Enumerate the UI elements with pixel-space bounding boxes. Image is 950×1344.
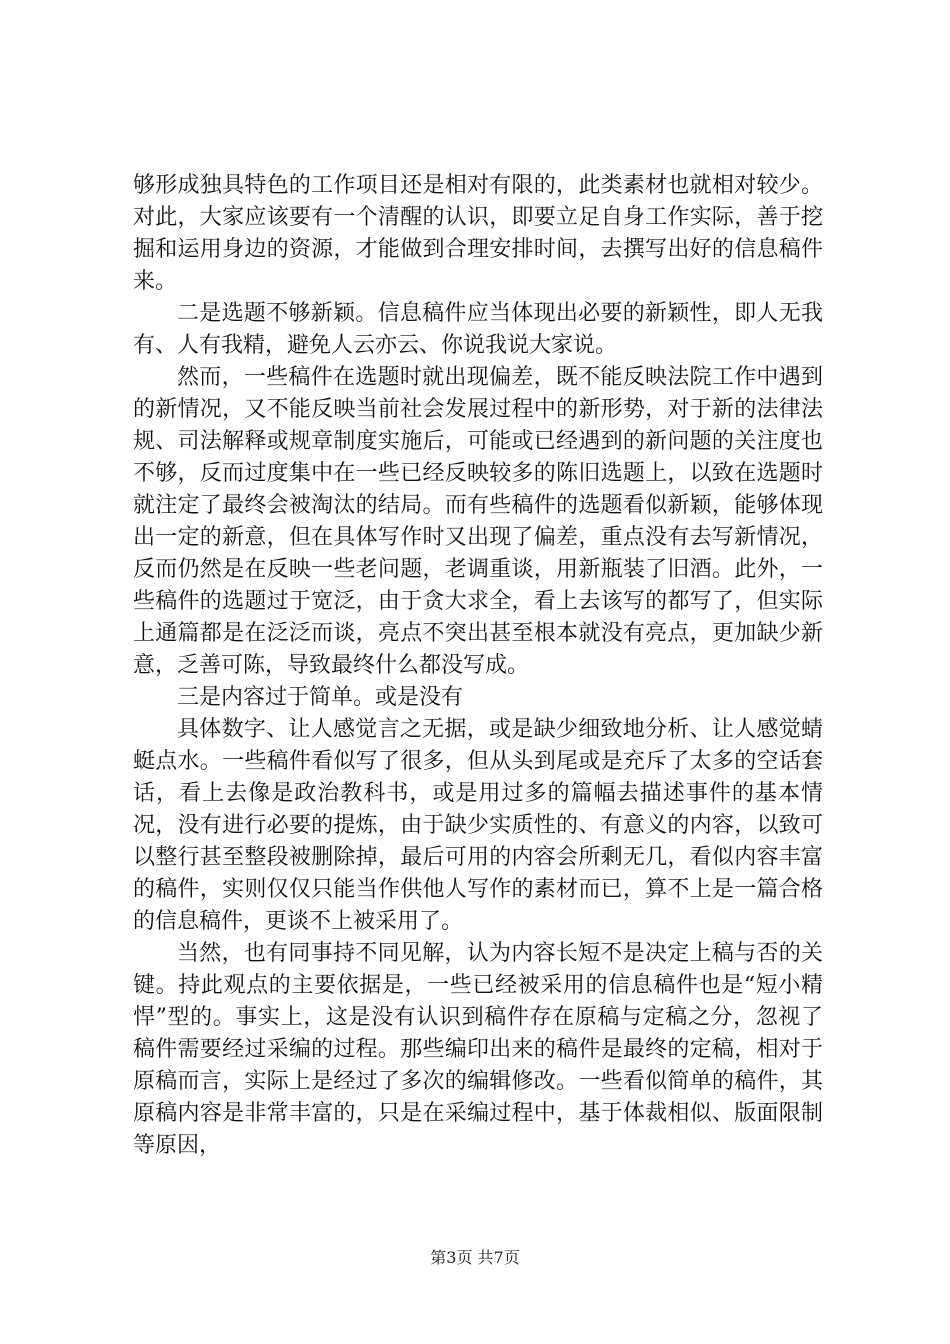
page-footer <box>0 1245 950 1268</box>
paragraph-4: 三是内容过于简单。或是没有 <box>177 685 464 710</box>
document-body <box>133 170 823 1162</box>
paragraph-6: 当然，也有同事持不同见解，认为内容长短不是决定上稿与否的关键。持此观点的主要依据是，一些已经被采用的信息稿件也是“短小精悍”型的。事实上，这是没有认识到稿件存在原稿与定稿之分，忽视了稿件需要经过采编的过程。那些编印出来的稿件是最终的定稿，相对于原稿而言，实际上是经过了多次的编辑修改。一些看似简单的稿件，其原稿内容是非常丰富的，只是在采编过程中，基于体裁相似、版面限制等原因， <box>133 941 823 1158</box>
paragraph-5: 具体数字、让人感觉言之无据，或是缺少细致地分析、让人感觉蜻蜓点水。一些稿件看似写了很多，但从头到尾或是充斥了太多的空话套话，看上去像是政治教科书，或是用过多的篇幅去描述事件的基本情况，没有进行必要的提炼，由于缺少实质性的、有意义的内容，以致可以整行甚至整段被删除掉，最后可用的内容会所剩无几，看似内容丰富的稿件，实则仅仅只能当作供他人写作的素材而已，算不上是一篇合格的信息稿件，更谈不上被采用了。 <box>133 717 823 934</box>
page-number-label: 第3页 共7页 <box>430 1248 520 1267</box>
paragraph-2: 二是选题不够新颖。信息稿件应当体现出必要的新颖性，即人无我有、人有我精，避免人云亦云、你说我说大家说。 <box>133 301 823 358</box>
paragraph-3: 然而，一些稿件在选题时就出现偏差，既不能反映法院工作中遇到的新情况，又不能反映当前社会发展过程中的新形势，对于新的法律法规、司法解释或规章制度实施后，可能或已经遇到的新问题的关注度也不够，反而过度集中在一些已经反映较多的陈旧选题上，以致在选题时就注定了最终会被淘汰的结局。而有些稿件的选题看似新颖，能够体现出一定的新意，但在具体写作时又出现了偏差，重点没有去写新情况，反而仍然是在反映一些老问题，老调重谈，用新瓶装了旧酒。此外，一些稿件的选题过于宽泛，由于贪大求全，看上去该写的都写了，但实际上通篇都是在泛泛而谈，亮点不突出甚至根本就没有亮点，更加缺少新意，乏善可陈，导致最终什么都没写成。 <box>133 365 823 678</box>
paragraph-1: 够形成独具特色的工作项目还是相对有限的，此类素材也就相对较少。对此，大家应该要有一个清醒的认识，即要立足自身工作实际，善于挖掘和运用身边的资源，才能做到合理安排时间，去撰写出好的信息稿件来。 <box>133 173 823 294</box>
